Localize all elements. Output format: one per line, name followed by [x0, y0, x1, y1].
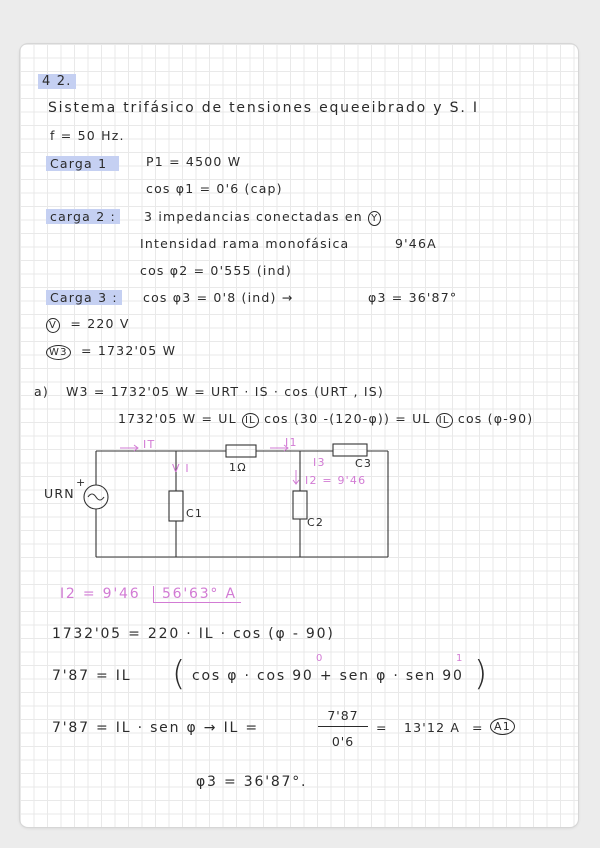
answer-badge: A1 [490, 718, 515, 735]
c2-box [293, 491, 307, 519]
c2-label: C2 [307, 516, 325, 529]
c1-label: C1 [186, 507, 204, 520]
v-circle: V [46, 318, 60, 333]
equals-sign-2: = [472, 720, 484, 735]
i2-label: I2 = 9'46 [305, 474, 367, 487]
source-label: URN [44, 486, 75, 501]
phi3-result: φ3 = 36'87°. [196, 774, 308, 790]
resistor-label: 1Ω [229, 461, 247, 474]
equals-sign: = [376, 720, 388, 735]
i2-result: I2 = 9'46 56'63° A [60, 586, 241, 602]
cos90-note: 0 [316, 653, 324, 664]
fraction-denominator: 0'6 [331, 734, 355, 749]
c3-label: C3 [355, 457, 373, 470]
intro-line: Sistema trifásico de tensiones equeeibrado y S. I [48, 100, 479, 116]
fraction-bar [318, 726, 368, 727]
carga2-intensity: Intensidad rama monofásica [140, 236, 350, 251]
c3-box [333, 444, 367, 456]
carga3-label: Carga 3 : [46, 290, 122, 305]
voltage-line: V = 220 V [46, 316, 130, 333]
carga2-intensity-value: 9'46A [395, 236, 437, 251]
i3-label: I3 [313, 456, 326, 469]
sen90-note: 1 [456, 653, 464, 664]
carga3-cos: cos φ3 = 0'8 (ind) → [143, 290, 294, 305]
resistor-1ohm [226, 445, 256, 457]
w3-circle: W3 [46, 345, 71, 360]
equation-3: 1732'05 = 220 · IL · cos (φ - 90) [52, 626, 335, 642]
equation-2: 1732'05 W = UL IL cos (30 -(120-φ)) = UL IL cos (φ-90) [118, 411, 534, 426]
il-value: 13'12 A [404, 720, 461, 735]
carga2-cos: cos φ2 = 0'555 (ind) [140, 263, 292, 278]
carga1-power: P1 = 4500 W [146, 154, 242, 169]
carga2-label: carga 2 : [46, 209, 120, 224]
carga1-label: Carga 1 [46, 156, 119, 171]
y-circle: Y [368, 211, 381, 226]
source-plus: + [76, 476, 87, 489]
part-a-label: a) [34, 384, 49, 399]
exercise-number: 4 2. [38, 74, 76, 89]
i1-label: I1 [285, 436, 298, 449]
paren-close: ) [474, 654, 488, 694]
c1-box [169, 491, 183, 521]
carga1-cos: cos φ1 = 0'6 (cap) [146, 181, 283, 196]
il-circle-2: IL [436, 413, 453, 428]
fraction-numerator: 7'87 [327, 708, 359, 723]
vi-label: V I [172, 462, 190, 475]
il-circle-1: IL [242, 413, 259, 428]
it-label: IT [143, 438, 156, 451]
wattmeter-line: W3 = 1732'05 W [46, 343, 176, 360]
equation-4-left: 7'87 = IL [52, 668, 132, 684]
carga3-phi: φ3 = 36'87° [368, 290, 458, 305]
paren-open: ( [172, 654, 186, 694]
carga2-desc: 3 impedancias conectadas en Y [144, 209, 381, 226]
frequency-line: f = 50 Hz. [50, 128, 125, 143]
equation-4-inner: cos φ · cos 90 + sen φ · sen 90 [192, 668, 464, 684]
equation-5: 7'87 = IL · sen φ → IL = [52, 720, 259, 736]
equation-1: W3 = 1732'05 W = URT · IS · cos (URT , IS) [66, 384, 384, 399]
